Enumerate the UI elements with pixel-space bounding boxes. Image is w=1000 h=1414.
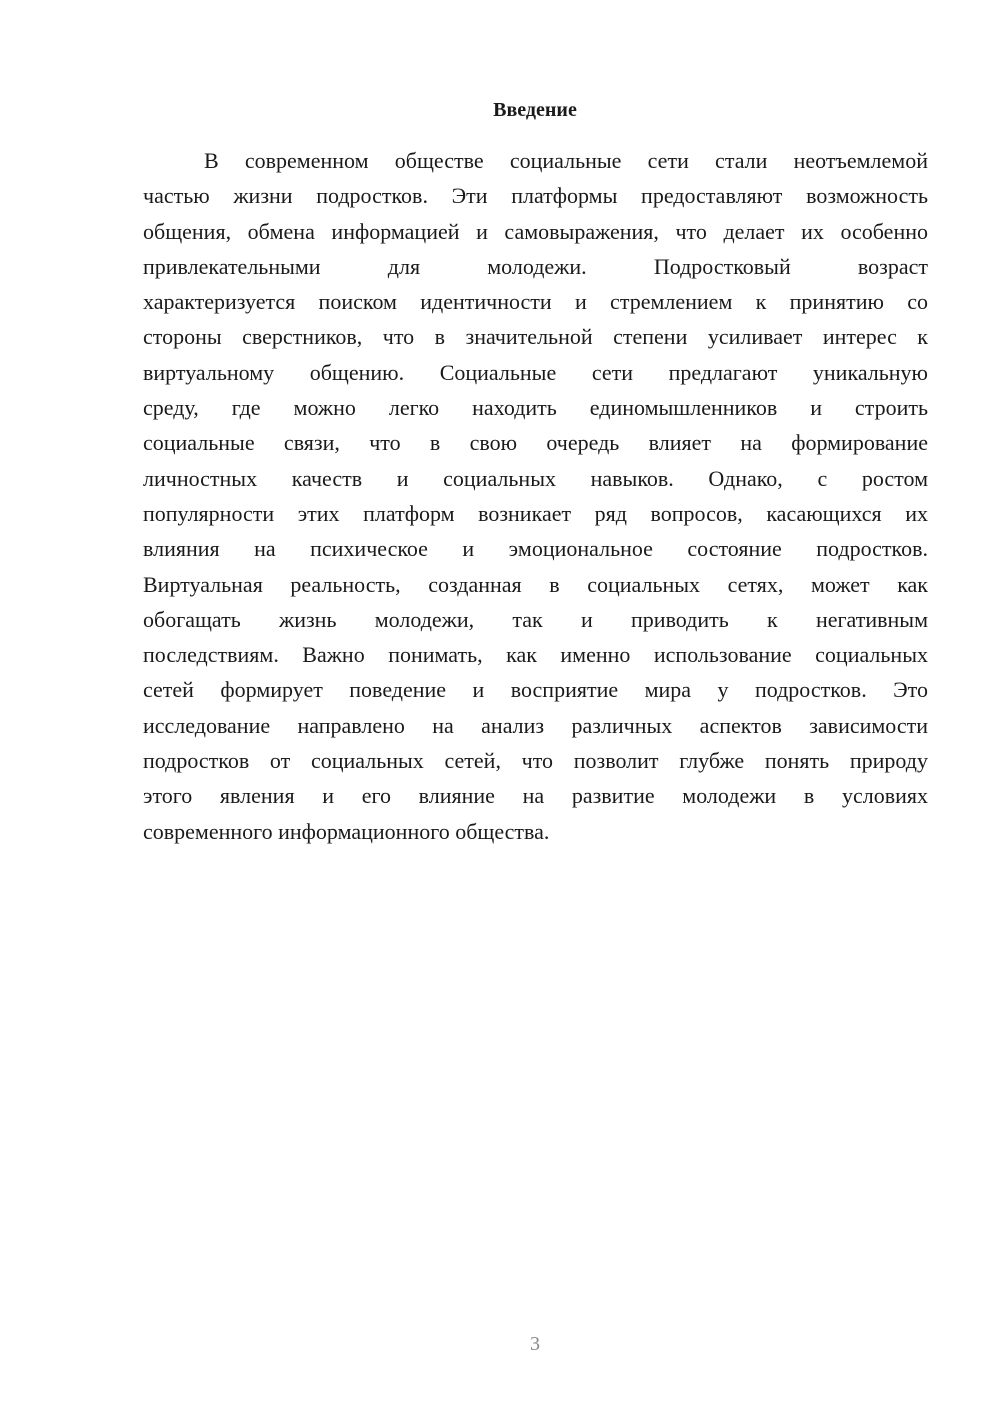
paragraph-line: сетей формирует поведение и восприятие мира у подростков. Это [143,677,928,703]
paragraph-line: этого явления и его влияние на развитие молодежи в условиях [143,783,928,809]
paragraph-line: стороны сверстников, что в значительной степени усиливает интерес к [143,324,928,350]
page-number: 3 [530,1333,540,1355]
paragraph-line: частью жизни подростков. Эти платформы предоставляют возможность [143,183,928,209]
paragraph-line: влияния на психическое и эмоциональное состояние подростков. [143,536,928,562]
paragraph-line: привлекательными для молодежи. Подростковый возраст [143,253,928,279]
paragraph-line: виртуальному общению. Социальные сети предлагают уникальную [143,359,928,385]
paragraph-line: обогащать жизнь молодежи, так и приводить к негативным [143,606,928,632]
paragraph-line: среду, где можно легко находить единомышленников и строить [143,395,928,421]
section-heading: Введение [493,99,577,121]
paragraph-line: популярности этих платформ возникает ряд вопросов, касающихся их [143,500,928,526]
introduction-paragraph [143,143,928,849]
paragraph-line: характеризуется поиском идентичности и стремлением к принятию со [143,289,928,315]
paragraph-line: последствиям. Важно понимать, как именно использование социальных [143,642,928,668]
paragraph-line: социальные связи, что в свою очередь влияет на формирование [143,430,928,456]
paragraph-line: общения, обмена информацией и самовыражения, что делает их особенно [143,218,928,244]
paragraph-line: исследование направлено на анализ различных аспектов зависимости [143,712,928,738]
paragraph-line: В современном обществе социальные сети стали неотъемлемой [204,148,928,173]
paragraph-line: личностных качеств и социальных навыков. Однако, с ростом [143,465,928,491]
paragraph-line: подростков от социальных сетей, что позволит глубже понять природу [143,748,928,774]
paragraph-line: современного информационного общества. [143,818,550,844]
paragraph-line: Виртуальная реальность, созданная в социальных сетях, может как [143,571,928,597]
